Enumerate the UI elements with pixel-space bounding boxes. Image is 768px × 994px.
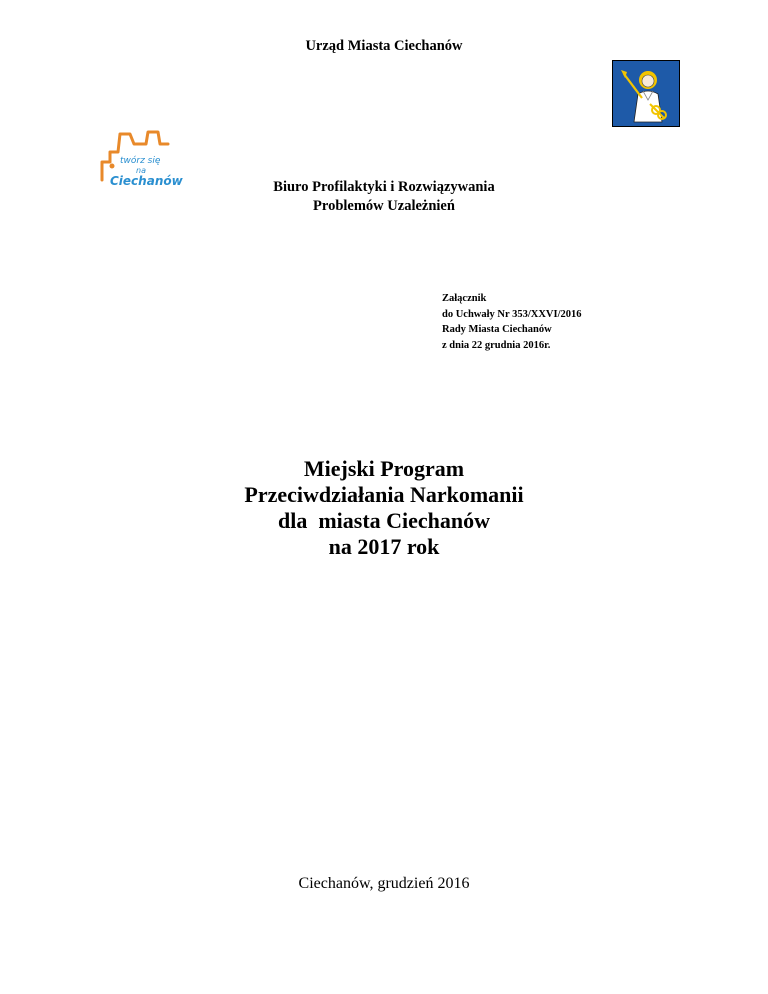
city-logo-icon bbox=[96, 128, 192, 190]
annex-line: do Uchwały Nr 353/XXVI/2016 bbox=[442, 308, 582, 320]
svg-text:na: na bbox=[136, 166, 146, 175]
annex-note bbox=[442, 291, 582, 353]
annex-line: Rady Miasta Ciechanów bbox=[442, 324, 552, 335]
coat-of-arms-icon bbox=[612, 60, 680, 127]
annex-line: z dnia 22 grudnia 2016r. bbox=[442, 339, 551, 351]
document-title bbox=[0, 456, 768, 560]
svg-text:Ciechanów: Ciechanów bbox=[110, 174, 183, 188]
title-line: na 2017 rok bbox=[328, 534, 440, 559]
office-line: Biuro Profilaktyki i Rozwiązywania bbox=[273, 179, 495, 195]
title-line: Miejski Program bbox=[303, 456, 465, 481]
place-date: Ciechanów, grudzień 2016 bbox=[298, 875, 470, 892]
office-line: Problemów Uzależnień bbox=[313, 198, 455, 214]
title-line: Przeciwdziałania Narkomanii bbox=[244, 482, 524, 507]
annex-line: Załącznik bbox=[442, 293, 487, 304]
office-name bbox=[210, 178, 558, 216]
svg-text:twórz się: twórz się bbox=[120, 156, 161, 166]
institution-header: Urząd Miasta Ciechanów bbox=[305, 38, 463, 54]
title-line: dla miasta Ciechanów bbox=[277, 508, 491, 533]
